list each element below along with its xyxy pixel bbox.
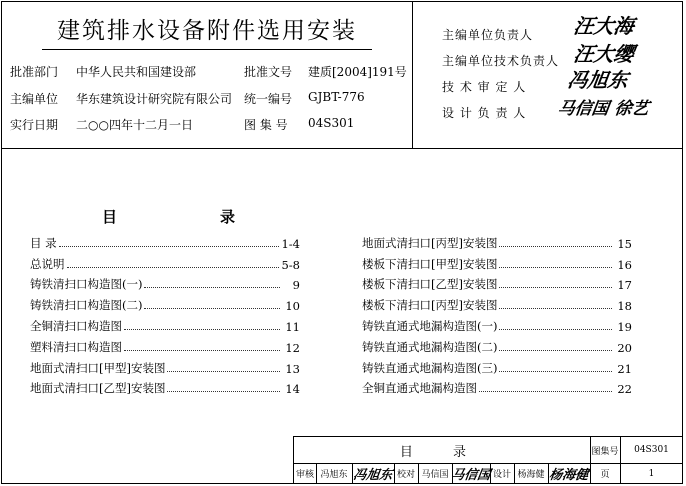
review-signature: 冯旭东 (352, 468, 394, 483)
design-lead-signature: 马信国 徐艺 (556, 99, 650, 119)
approval-no-label: 批准文号 (244, 65, 293, 79)
title-block-title: 目 录 (399, 444, 485, 460)
tech-reviewer-label: 技 术 审 定 人 (442, 80, 527, 94)
title-block-atlas-no: 04S301 (634, 445, 669, 455)
editor-unit-label: 主编单位 (10, 92, 59, 106)
toc-entry[interactable]: 楼板下清扫口[乙型]安装图 17 (362, 277, 632, 293)
toc-entry[interactable]: 地面式清扫口[丙型]安装图 15 (362, 235, 632, 251)
toc-entry[interactable]: 铸铁直通式地漏构造图(三) 21 (362, 360, 632, 376)
toc-entry[interactable]: 全铜清扫口构造图 11 (30, 318, 300, 334)
design-name: 杨海健 (517, 470, 545, 480)
toc-entry[interactable]: 铸铁清扫口构造图(一) 9 (30, 277, 300, 293)
toc-entry[interactable]: 塑料清扫口构造图 12 (30, 339, 300, 355)
toc-entry[interactable]: 地面式清扫口[甲型]安装图 13 (30, 360, 300, 376)
check-signature: 马信国 (450, 468, 492, 483)
review-label: 审核 (295, 470, 314, 480)
toc-entry[interactable]: 楼板下清扫口[甲型]安装图 16 (362, 256, 632, 272)
toc-heading-left: 目 (102, 208, 118, 226)
approval-dept-label: 批准部门 (10, 65, 59, 79)
unified-no-value: GJBT-776 (308, 90, 365, 104)
check-name: 马信国 (421, 470, 449, 480)
toc-entry[interactable]: 铸铁直通式地漏构造图(一) 19 (362, 318, 632, 334)
tech-reviewer-signature: 冯旭东 (566, 68, 630, 92)
approval-dept-value: 中华人民共和国建设部 (76, 65, 197, 79)
toc-entry[interactable]: 总说明 5-8 (30, 256, 300, 272)
page-number: 1 (648, 468, 655, 479)
toc-left-column (30, 230, 300, 396)
toc-entry[interactable]: 全铜直通式地漏构造图 22 (362, 381, 632, 397)
design-label: 设计 (492, 470, 511, 480)
check-label: 校对 (396, 470, 415, 480)
review-name: 冯旭东 (320, 470, 348, 480)
toc-right-column (362, 230, 632, 396)
page-label: 页 (600, 470, 610, 480)
design-signature: 杨海健 (548, 468, 590, 483)
atlas-no-value: 04S301 (308, 116, 355, 130)
atlas-no-label: 图 集 号 (244, 118, 288, 132)
editor-unit-value: 华东建筑设计研究院有限公司 (76, 92, 233, 106)
chief-tech-head-label: 主编单位技术负责人 (442, 54, 560, 68)
chief-unit-head-label: 主编单位负责人 (442, 28, 534, 42)
toc-entry[interactable]: 地面式清扫口[乙型]安装图 14 (30, 381, 300, 397)
toc-entry[interactable]: 目 录 1-4 (30, 235, 300, 251)
header-divider (2, 148, 682, 149)
atlas-title: 建筑排水设备附件选用安装 (42, 12, 372, 50)
effective-date-value: 二○○四年十二月一日 (76, 118, 193, 132)
header-column-divider (412, 2, 413, 148)
approval-no-value: 建质[2004]191号 (308, 65, 407, 79)
chief-unit-head-signature: 汪大海 (572, 14, 636, 38)
toc-entry[interactable]: 楼板下清扫口[丙型]安装图 18 (362, 298, 632, 314)
title-block (293, 436, 682, 483)
unified-no-label: 统一编号 (244, 92, 293, 106)
toc-entry[interactable]: 铸铁直通式地漏构造图(二) 20 (362, 339, 632, 355)
drawing-sheet (1, 1, 683, 484)
design-lead-label: 设 计 负 责 人 (442, 106, 527, 120)
toc-heading-right: 录 (220, 208, 236, 226)
title-block-atlas-label: 图集号 (591, 446, 619, 457)
chief-tech-head-signature: 汪大缨 (572, 42, 636, 66)
toc-entry[interactable]: 铸铁清扫口构造图(二) 10 (30, 298, 300, 314)
effective-date-label: 实行日期 (10, 118, 59, 132)
